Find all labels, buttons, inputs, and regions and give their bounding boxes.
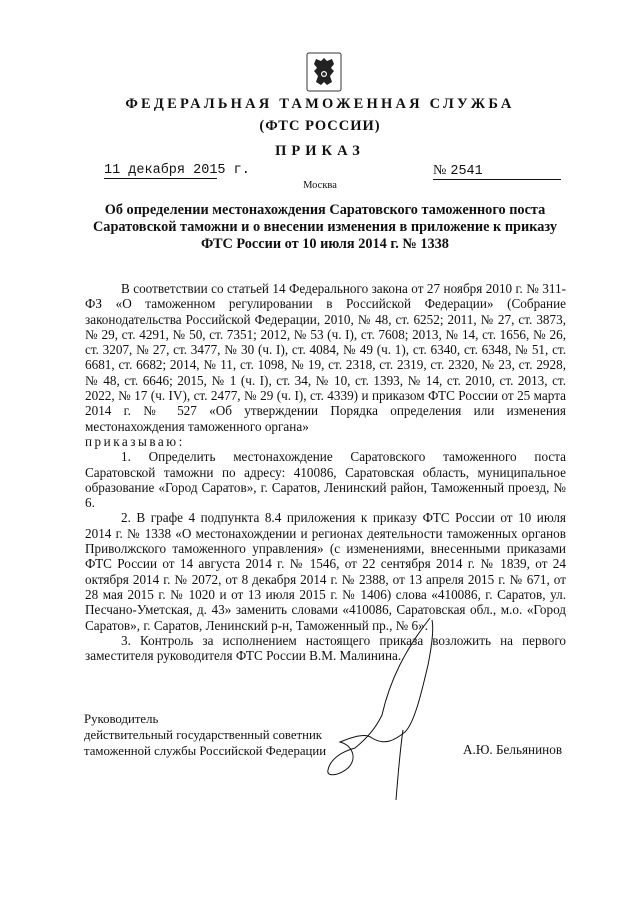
document-body (85, 281, 566, 663)
order-item-1: 1. Определить местонахождение Саратовского таможенного поста Саратовской таможни по адресу: 410086, Саратовская область, муниципальное образование «Город Саратов», г. Саратов, Ленинский район, Таможенный проезд, № 6. (85, 449, 566, 511)
coat-of-arms-icon (306, 52, 342, 92)
document-number (433, 163, 561, 180)
document-date: 11 декабря 2015 г. (104, 163, 250, 178)
order-item-2: 2. В графе 4 подпункта 8.4 приложения к приказу ФТС России от 10 июля 2014 г. № 1338 «О местонахождении и регионах деятельности таможенных органов Приволжского таможенного управления» (с изменениями, внесенными приказами ФТС России от 14 августа 2014 г. № 1546, от 22 сентября 2014 г. № 1839, от 24 октября 2014 г. № 2072, от 8 декабря 2014 г. № 2388, от 13 апреля 2015 г. № 671, от 28 мая 2015 г. № 1020 и от 13 июля 2015 г. № 1406) слова «410086, г. Саратов, ул. Песчано-Уметская, д. 43» заменить словами «410086, Саратовская обл., м.о. «Город Саратов», г. Саратов, Ленинский р-н, Таможенный пр., № 6». (85, 510, 566, 633)
document-type: ПРИКАЗ (275, 143, 365, 159)
preamble-paragraph: В соответствии со статьей 14 Федерального закона от 27 ноября 2010 г. № 311-ФЗ «О таможенном регулировании в Российской Федерации» (Собрание законодательства Российской Федерации, 2010, № 48, ст. 6252; 2011, № 27, ст. 3873, № 29, ст. 4291, № 50, ст. 7351; 2012, № 53 (ч. I), ст. 7608; 2013, № 14, ст. 1656, № 26, ст. 3207, № 27, ст. 3477, № 30 (ч. I), ст. 4084, № 49 (ч. 1), ст. 6340, ст. 6348, № 51, ст. 6681, ст. 6682; 2014, № 11, ст. 1098, № 19, ст. 2318, ст. 2319, ст. 2320, № 23, ст. 2928, № 48, ст. 6646; 2015, № 1 (ч. I), ст. 34, № 10, ст. 1393, № 14, ст. 2010, ст. 2013, ст. 2022, № 17 (ч. IV), ст. 2477, № 29 (ч. I), ст. 4339) и приказом ФТС России от 25 марта 2014 г. № 527 «Об утверждении Порядка определения или изменения местонахождения таможенного органа» (85, 281, 566, 434)
order-word: приказываю: (85, 433, 185, 449)
position-line: Руководитель (84, 712, 159, 726)
number-label: № (433, 163, 447, 178)
position-line: таможенной службы Российской Федерации (84, 744, 327, 758)
signatory-position (84, 711, 326, 759)
organization-short-name: (ФТС РОССИИ) (259, 118, 381, 134)
document-title: Об определении местонахождения Саратовского таможенного поста Саратовской таможни и о внесении изменения в приложение к приказу ФТС России от 10 июля 2014 г. № 1338 (92, 202, 558, 252)
position-line: действительный государственный советник (84, 728, 323, 742)
document-city: Москва (303, 180, 337, 191)
number-value: 2541 (450, 164, 483, 179)
organization-name: ФЕДЕРАЛЬНАЯ ТАМОЖЕННАЯ СЛУЖБА (125, 96, 515, 112)
signatory-name: А.Ю. Бельянинов (463, 742, 563, 757)
order-item-3: 3. Контроль за исполнением настоящего приказа возложить на первого заместителя руководителя ФТС России В.М. Малинина. (85, 632, 566, 664)
handwritten-signature (310, 610, 490, 810)
